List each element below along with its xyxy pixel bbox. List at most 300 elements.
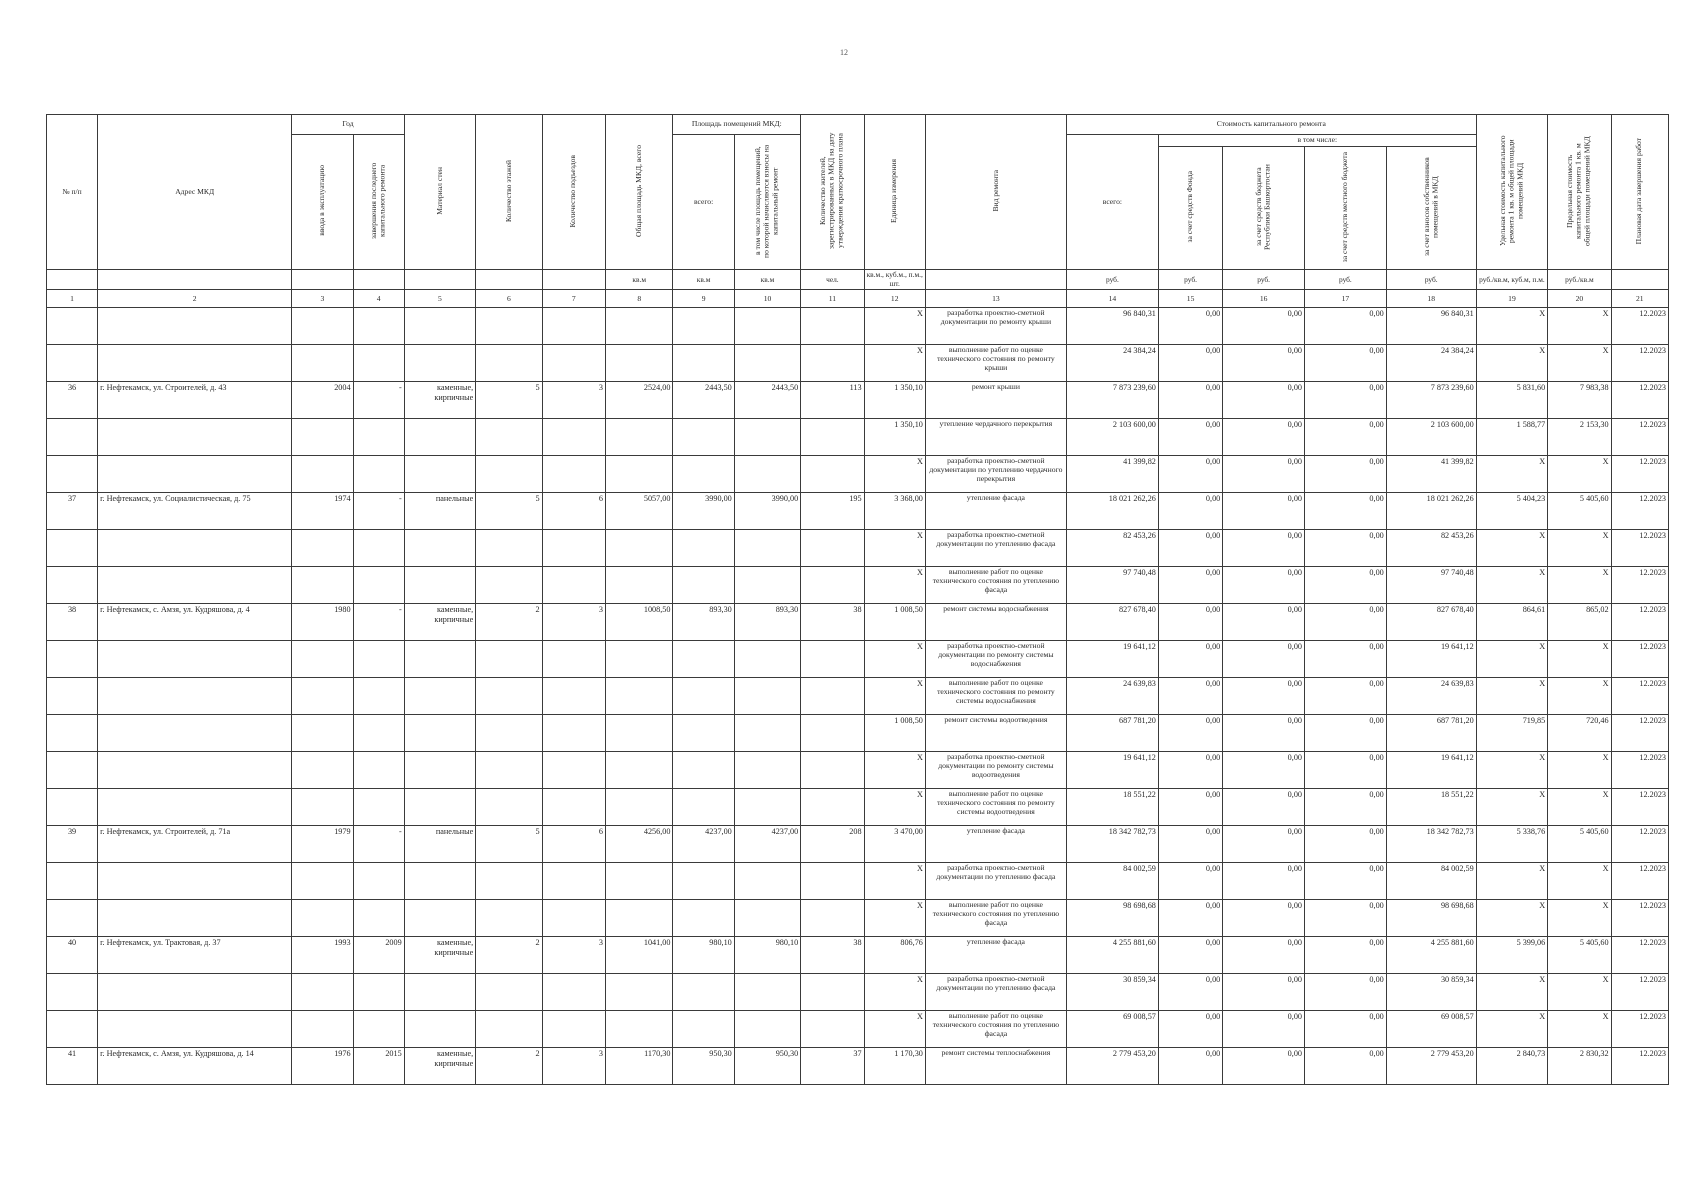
- cell-republic: 0,00: [1223, 456, 1305, 493]
- cell-residents: 195: [801, 493, 864, 530]
- header-year-last-repair-text: завершения последнего капитального ремонта: [368, 162, 387, 240]
- cell-address: [98, 456, 292, 493]
- cell-specific: 1 588,77: [1476, 419, 1548, 456]
- cell-republic: 0,00: [1223, 1048, 1305, 1085]
- cell-total-area: [606, 900, 673, 937]
- cell-total-area: [606, 308, 673, 345]
- cell-num: [47, 900, 98, 937]
- cell-num: 36: [47, 382, 98, 419]
- cell-address: [98, 308, 292, 345]
- column-number-cell: 1: [47, 290, 98, 308]
- unit-cell: руб.: [1066, 270, 1158, 290]
- cell-year-in: 1993: [292, 937, 353, 974]
- cell-local: 0,00: [1305, 604, 1387, 641]
- unit-cell: кв.м: [734, 270, 800, 290]
- cell-prem-contrib: [734, 715, 800, 752]
- cell-fund: 0,00: [1158, 937, 1222, 974]
- cell-num: 38: [47, 604, 98, 641]
- cell-total-area: [606, 641, 673, 678]
- table-row: [47, 863, 1669, 900]
- cell-floors: [476, 789, 542, 826]
- cell-specific: 719,85: [1476, 715, 1548, 752]
- unit-cell: руб./кв.м, куб.м, п.м.: [1476, 270, 1548, 290]
- cell-work: утепление фасада: [925, 937, 1066, 974]
- cell-material: [404, 789, 476, 826]
- cell-cost-total: 7 873 239,60: [1066, 382, 1158, 419]
- cell-unit: 1 350,10: [864, 382, 925, 419]
- cell-entrances: [542, 641, 605, 678]
- column-number-cell: 5: [404, 290, 476, 308]
- cell-work: утепление чердачного перекрытия: [925, 419, 1066, 456]
- cell-cost-total: 41 399,82: [1066, 456, 1158, 493]
- unit-cell: руб./кв.м: [1548, 270, 1611, 290]
- cell-residents: 113: [801, 382, 864, 419]
- header-residents: [801, 115, 864, 270]
- cell-limit: X: [1548, 974, 1611, 1011]
- column-number-cell: 16: [1223, 290, 1305, 308]
- cell-num: [47, 1011, 98, 1048]
- cell-unit: X: [864, 752, 925, 789]
- cell-material: [404, 345, 476, 382]
- cell-local: 0,00: [1305, 493, 1387, 530]
- table-row: [47, 678, 1669, 715]
- cell-local: 0,00: [1305, 456, 1387, 493]
- cell-material: [404, 863, 476, 900]
- cell-specific: 5 831,60: [1476, 382, 1548, 419]
- table-row: [47, 604, 1669, 641]
- cell-entrances: [542, 900, 605, 937]
- cell-limit: X: [1548, 863, 1611, 900]
- cell-unit: 3 368,00: [864, 493, 925, 530]
- cell-date: 12.2023: [1611, 678, 1668, 715]
- cell-residents: 38: [801, 937, 864, 974]
- header-year-last-repair: [353, 135, 404, 270]
- header-specific-cost: [1476, 115, 1548, 270]
- cell-residents: 37: [801, 1048, 864, 1085]
- cell-residents: [801, 752, 864, 789]
- cell-owners: 687 781,20: [1386, 715, 1476, 752]
- cell-entrances: [542, 456, 605, 493]
- cell-fund: 0,00: [1158, 419, 1222, 456]
- cell-date: 12.2023: [1611, 641, 1668, 678]
- cell-prem-contrib: [734, 678, 800, 715]
- cell-material: [404, 456, 476, 493]
- cell-unit: X: [864, 789, 925, 826]
- cell-material: [404, 974, 476, 1011]
- cell-unit: X: [864, 641, 925, 678]
- cell-date: 12.2023: [1611, 900, 1668, 937]
- table-row: [47, 752, 1669, 789]
- cell-floors: [476, 308, 542, 345]
- cell-limit: X: [1548, 678, 1611, 715]
- cell-specific: X: [1476, 789, 1548, 826]
- cell-fund: 0,00: [1158, 345, 1222, 382]
- cell-num: [47, 789, 98, 826]
- cell-specific: X: [1476, 567, 1548, 604]
- cell-date: 12.2023: [1611, 419, 1668, 456]
- column-number-cell: 8: [606, 290, 673, 308]
- cell-cost-total: 18 021 262,26: [1066, 493, 1158, 530]
- cell-prem-contrib: 980,10: [734, 937, 800, 974]
- cell-specific: X: [1476, 1011, 1548, 1048]
- cell-year-in: [292, 530, 353, 567]
- cell-prem-total: [673, 789, 734, 826]
- cell-year-in: [292, 752, 353, 789]
- cell-year-repair: [353, 789, 404, 826]
- cell-limit: 2 830,32: [1548, 1048, 1611, 1085]
- cell-specific: X: [1476, 900, 1548, 937]
- table-row: [47, 1048, 1669, 1085]
- cell-entrances: 3: [542, 604, 605, 641]
- cell-date: 12.2023: [1611, 530, 1668, 567]
- cell-owners: 19 641,12: [1386, 641, 1476, 678]
- cell-work: разработка проектно-сметной документации по утеплению чердачного перекрытия: [925, 456, 1066, 493]
- header-premises-contrib: [734, 135, 800, 270]
- cell-republic: 0,00: [1223, 345, 1305, 382]
- cell-owners: 18 551,22: [1386, 789, 1476, 826]
- cell-num: [47, 345, 98, 382]
- cell-total-area: [606, 530, 673, 567]
- cell-date: 12.2023: [1611, 308, 1668, 345]
- cell-floors: [476, 567, 542, 604]
- column-number-cell: 21: [1611, 290, 1668, 308]
- cell-prem-contrib: [734, 308, 800, 345]
- header-premises-group: Площадь помещений МКД:: [673, 115, 801, 135]
- cell-prem-total: [673, 974, 734, 1011]
- cell-cost-total: 2 779 453,20: [1066, 1048, 1158, 1085]
- cell-local: 0,00: [1305, 1011, 1387, 1048]
- table-row: [47, 382, 1669, 419]
- cell-year-in: [292, 641, 353, 678]
- unit-cell: [98, 270, 292, 290]
- cell-owners: 98 698,68: [1386, 900, 1476, 937]
- cell-address: г. Нефтекамск, ул. Строителей, д. 71а: [98, 826, 292, 863]
- cell-num: [47, 530, 98, 567]
- table-row: [47, 826, 1669, 863]
- cell-limit: X: [1548, 345, 1611, 382]
- column-number-cell: 14: [1066, 290, 1158, 308]
- cell-year-in: [292, 678, 353, 715]
- cell-year-in: [292, 1011, 353, 1048]
- cell-work: ремонт крыши: [925, 382, 1066, 419]
- page-number: 12: [840, 48, 848, 57]
- cell-date: 12.2023: [1611, 752, 1668, 789]
- cell-date: 12.2023: [1611, 715, 1668, 752]
- cell-limit: 865,02: [1548, 604, 1611, 641]
- column-number-cell: 11: [801, 290, 864, 308]
- header-cost-republic: [1223, 146, 1305, 270]
- cell-num: [47, 456, 98, 493]
- cell-fund: 0,00: [1158, 530, 1222, 567]
- table-row: [47, 308, 1669, 345]
- cell-limit: X: [1548, 530, 1611, 567]
- unit-cell: [542, 270, 605, 290]
- cell-unit: 806,76: [864, 937, 925, 974]
- cell-num: 41: [47, 1048, 98, 1085]
- cell-specific: X: [1476, 530, 1548, 567]
- cell-work: выполнение работ по оценке технического состояния по ремонту крыши: [925, 345, 1066, 382]
- cell-cost-total: 98 698,68: [1066, 900, 1158, 937]
- cell-num: [47, 678, 98, 715]
- cell-republic: 0,00: [1223, 789, 1305, 826]
- header-cost-including: в том числе:: [1158, 135, 1476, 147]
- cell-unit: X: [864, 900, 925, 937]
- column-number-cell: 20: [1548, 290, 1611, 308]
- cell-year-in: 1974: [292, 493, 353, 530]
- cell-entrances: [542, 752, 605, 789]
- cell-date: 12.2023: [1611, 863, 1668, 900]
- cell-year-repair: [353, 456, 404, 493]
- cell-address: [98, 789, 292, 826]
- header-premises-total: всего:: [673, 135, 734, 270]
- cell-address: [98, 419, 292, 456]
- cell-residents: [801, 456, 864, 493]
- header-premises-contrib-text: в том числе площадь помещений, по которой начисляются взносы на капитальный ремонт: [753, 144, 780, 258]
- column-number-cell: 6: [476, 290, 542, 308]
- cell-floors: [476, 900, 542, 937]
- header-total-area: [606, 115, 673, 270]
- cell-floors: 2: [476, 604, 542, 641]
- cell-material: каменные, кирпичные: [404, 937, 476, 974]
- cell-prem-contrib: [734, 752, 800, 789]
- cell-prem-total: [673, 715, 734, 752]
- cell-limit: X: [1548, 789, 1611, 826]
- cell-owners: 4 255 881,60: [1386, 937, 1476, 974]
- cell-owners: 41 399,82: [1386, 456, 1476, 493]
- cell-work: ремонт системы теплоснабжения: [925, 1048, 1066, 1085]
- cell-prem-total: [673, 863, 734, 900]
- cell-local: 0,00: [1305, 715, 1387, 752]
- cell-residents: [801, 345, 864, 382]
- cell-unit: X: [864, 308, 925, 345]
- cell-prem-contrib: [734, 641, 800, 678]
- unit-cell: кв.м: [606, 270, 673, 290]
- header-specific-cost-text: Удельная стоимость капитального ремонта 1 кв. м общей площади помещений МКД: [1497, 135, 1525, 247]
- cell-material: [404, 900, 476, 937]
- table-body: [47, 308, 1669, 1085]
- cell-date: 12.2023: [1611, 1048, 1668, 1085]
- cell-date: 12.2023: [1611, 493, 1668, 530]
- cell-address: [98, 974, 292, 1011]
- column-number-cell: 12: [864, 290, 925, 308]
- table-row: [47, 493, 1669, 530]
- cell-floors: 5: [476, 493, 542, 530]
- header-work-type: [925, 115, 1066, 270]
- cell-work: выполнение работ по оценке технического состояния по ремонту системы водоотведения: [925, 789, 1066, 826]
- cell-material: [404, 419, 476, 456]
- header-cost-republic-text: за счет средств бюджета Республики Башкортостан: [1253, 163, 1272, 250]
- cell-specific: X: [1476, 678, 1548, 715]
- cell-local: 0,00: [1305, 641, 1387, 678]
- cell-cost-total: 687 781,20: [1066, 715, 1158, 752]
- header-cost-local-text: за счет средств местного бюджета: [1340, 151, 1350, 262]
- cell-num: [47, 715, 98, 752]
- cell-specific: 5 338,76: [1476, 826, 1548, 863]
- cell-entrances: [542, 308, 605, 345]
- capital-repair-plan-table: [46, 114, 1669, 1085]
- cell-owners: 2 779 453,20: [1386, 1048, 1476, 1085]
- cell-entrances: [542, 567, 605, 604]
- cell-fund: 0,00: [1158, 604, 1222, 641]
- header-planned-date-text: Плановая дата завершения работ: [1634, 137, 1644, 245]
- cell-work: ремонт системы водоотведения: [925, 715, 1066, 752]
- cell-specific: 2 840,73: [1476, 1048, 1548, 1085]
- cell-prem-total: [673, 641, 734, 678]
- cell-prem-total: [673, 345, 734, 382]
- cell-republic: 0,00: [1223, 641, 1305, 678]
- cell-republic: 0,00: [1223, 1011, 1305, 1048]
- table-row: [47, 974, 1669, 1011]
- cell-work: выполнение работ по оценке технического состояния по утеплению фасада: [925, 567, 1066, 604]
- cell-unit: 1 008,50: [864, 604, 925, 641]
- cell-cost-total: 82 453,26: [1066, 530, 1158, 567]
- cell-work: выполнение работ по оценке технического состояния по утеплению фасада: [925, 1011, 1066, 1048]
- cell-limit: X: [1548, 752, 1611, 789]
- cell-fund: 0,00: [1158, 567, 1222, 604]
- cell-year-in: [292, 789, 353, 826]
- cell-year-repair: [353, 345, 404, 382]
- header-address: Адрес МКД: [98, 115, 292, 270]
- unit-cell: [925, 270, 1066, 290]
- cell-local: 0,00: [1305, 863, 1387, 900]
- cell-work: разработка проектно-сметной документации по утеплению фасада: [925, 974, 1066, 1011]
- cell-entrances: [542, 345, 605, 382]
- header-year-commission-text: ввода в эксплуатацию: [317, 165, 327, 237]
- cell-date: 12.2023: [1611, 974, 1668, 1011]
- cell-republic: 0,00: [1223, 752, 1305, 789]
- cell-prem-total: 3990,00: [673, 493, 734, 530]
- cell-prem-contrib: [734, 456, 800, 493]
- cell-unit: X: [864, 678, 925, 715]
- table-row: [47, 530, 1669, 567]
- cell-limit: 5 405,60: [1548, 937, 1611, 974]
- cell-total-area: [606, 715, 673, 752]
- table-row: [47, 641, 1669, 678]
- cell-num: [47, 567, 98, 604]
- cell-republic: 0,00: [1223, 308, 1305, 345]
- cell-floors: 2: [476, 937, 542, 974]
- column-number-cell: 13: [925, 290, 1066, 308]
- cell-date: 12.2023: [1611, 604, 1668, 641]
- cell-material: [404, 530, 476, 567]
- cell-republic: 0,00: [1223, 715, 1305, 752]
- header-cost-total: всего:: [1066, 135, 1158, 270]
- cell-total-area: [606, 863, 673, 900]
- cell-entrances: 3: [542, 1048, 605, 1085]
- column-number-cell: 7: [542, 290, 605, 308]
- cell-specific: X: [1476, 456, 1548, 493]
- cell-num: [47, 419, 98, 456]
- cell-address: г. Нефтекамск, с. Амзя, ул. Кудряшова, д. 14: [98, 1048, 292, 1085]
- unit-cell: [404, 270, 476, 290]
- column-number-cell: 15: [1158, 290, 1222, 308]
- cell-unit: X: [864, 1011, 925, 1048]
- cell-fund: 0,00: [1158, 382, 1222, 419]
- cell-local: 0,00: [1305, 789, 1387, 826]
- cell-owners: 827 678,40: [1386, 604, 1476, 641]
- cell-num: [47, 752, 98, 789]
- cell-address: г. Нефтекамск, ул. Трактовая, д. 37: [98, 937, 292, 974]
- header-limit-cost: [1548, 115, 1611, 270]
- cell-total-area: [606, 345, 673, 382]
- cell-local: 0,00: [1305, 752, 1387, 789]
- cell-year-repair: [353, 419, 404, 456]
- cell-fund: 0,00: [1158, 752, 1222, 789]
- cell-year-in: [292, 308, 353, 345]
- cell-address: [98, 1011, 292, 1048]
- cell-residents: [801, 1011, 864, 1048]
- column-number-cell: 10: [734, 290, 800, 308]
- cell-fund: 0,00: [1158, 789, 1222, 826]
- cell-num: [47, 863, 98, 900]
- cell-prem-contrib: 4237,00: [734, 826, 800, 863]
- cell-num: [47, 308, 98, 345]
- cell-owners: 19 641,12: [1386, 752, 1476, 789]
- cell-prem-contrib: [734, 789, 800, 826]
- cell-year-repair: [353, 863, 404, 900]
- cell-limit: X: [1548, 900, 1611, 937]
- cell-local: 0,00: [1305, 826, 1387, 863]
- cell-prem-total: [673, 308, 734, 345]
- cell-republic: 0,00: [1223, 937, 1305, 974]
- cell-date: 12.2023: [1611, 567, 1668, 604]
- cell-year-repair: 2015: [353, 1048, 404, 1085]
- cell-year-repair: [353, 900, 404, 937]
- cell-cost-total: 18 342 782,73: [1066, 826, 1158, 863]
- cell-prem-contrib: 893,30: [734, 604, 800, 641]
- cell-entrances: 3: [542, 937, 605, 974]
- cell-owners: 96 840,31: [1386, 308, 1476, 345]
- column-number-cell: 17: [1305, 290, 1387, 308]
- cell-year-repair: -: [353, 382, 404, 419]
- cell-entrances: [542, 974, 605, 1011]
- cell-owners: 18 021 262,26: [1386, 493, 1476, 530]
- cell-floors: [476, 678, 542, 715]
- cell-year-in: [292, 419, 353, 456]
- unit-cell: кв.м., куб.м., п.м., шт.: [864, 270, 925, 290]
- cell-fund: 0,00: [1158, 1048, 1222, 1085]
- cell-residents: [801, 974, 864, 1011]
- cell-material: [404, 752, 476, 789]
- cell-prem-total: [673, 752, 734, 789]
- cell-year-in: [292, 974, 353, 1011]
- cell-address: [98, 715, 292, 752]
- cell-floors: [476, 1011, 542, 1048]
- cell-total-area: 2524,00: [606, 382, 673, 419]
- cell-floors: [476, 530, 542, 567]
- cell-prem-contrib: 3990,00: [734, 493, 800, 530]
- cell-owners: 2 103 600,00: [1386, 419, 1476, 456]
- cell-unit: 1 170,30: [864, 1048, 925, 1085]
- cell-prem-total: [673, 456, 734, 493]
- cell-floors: 5: [476, 382, 542, 419]
- cell-entrances: 3: [542, 382, 605, 419]
- cell-entrances: 6: [542, 826, 605, 863]
- cell-num: 40: [47, 937, 98, 974]
- header-limit-cost-text: Предельная стоимость капитального ремонта 1 кв. м общей площади помещений МКД: [1565, 136, 1592, 246]
- cell-specific: X: [1476, 863, 1548, 900]
- cell-address: [98, 900, 292, 937]
- cell-address: [98, 345, 292, 382]
- cell-total-area: 1008,50: [606, 604, 673, 641]
- cell-prem-total: [673, 530, 734, 567]
- cell-unit: X: [864, 974, 925, 1011]
- table-row: [47, 456, 1669, 493]
- cell-year-repair: -: [353, 604, 404, 641]
- cell-cost-total: 4 255 881,60: [1066, 937, 1158, 974]
- unit-cell: руб.: [1305, 270, 1387, 290]
- cell-prem-total: 893,30: [673, 604, 734, 641]
